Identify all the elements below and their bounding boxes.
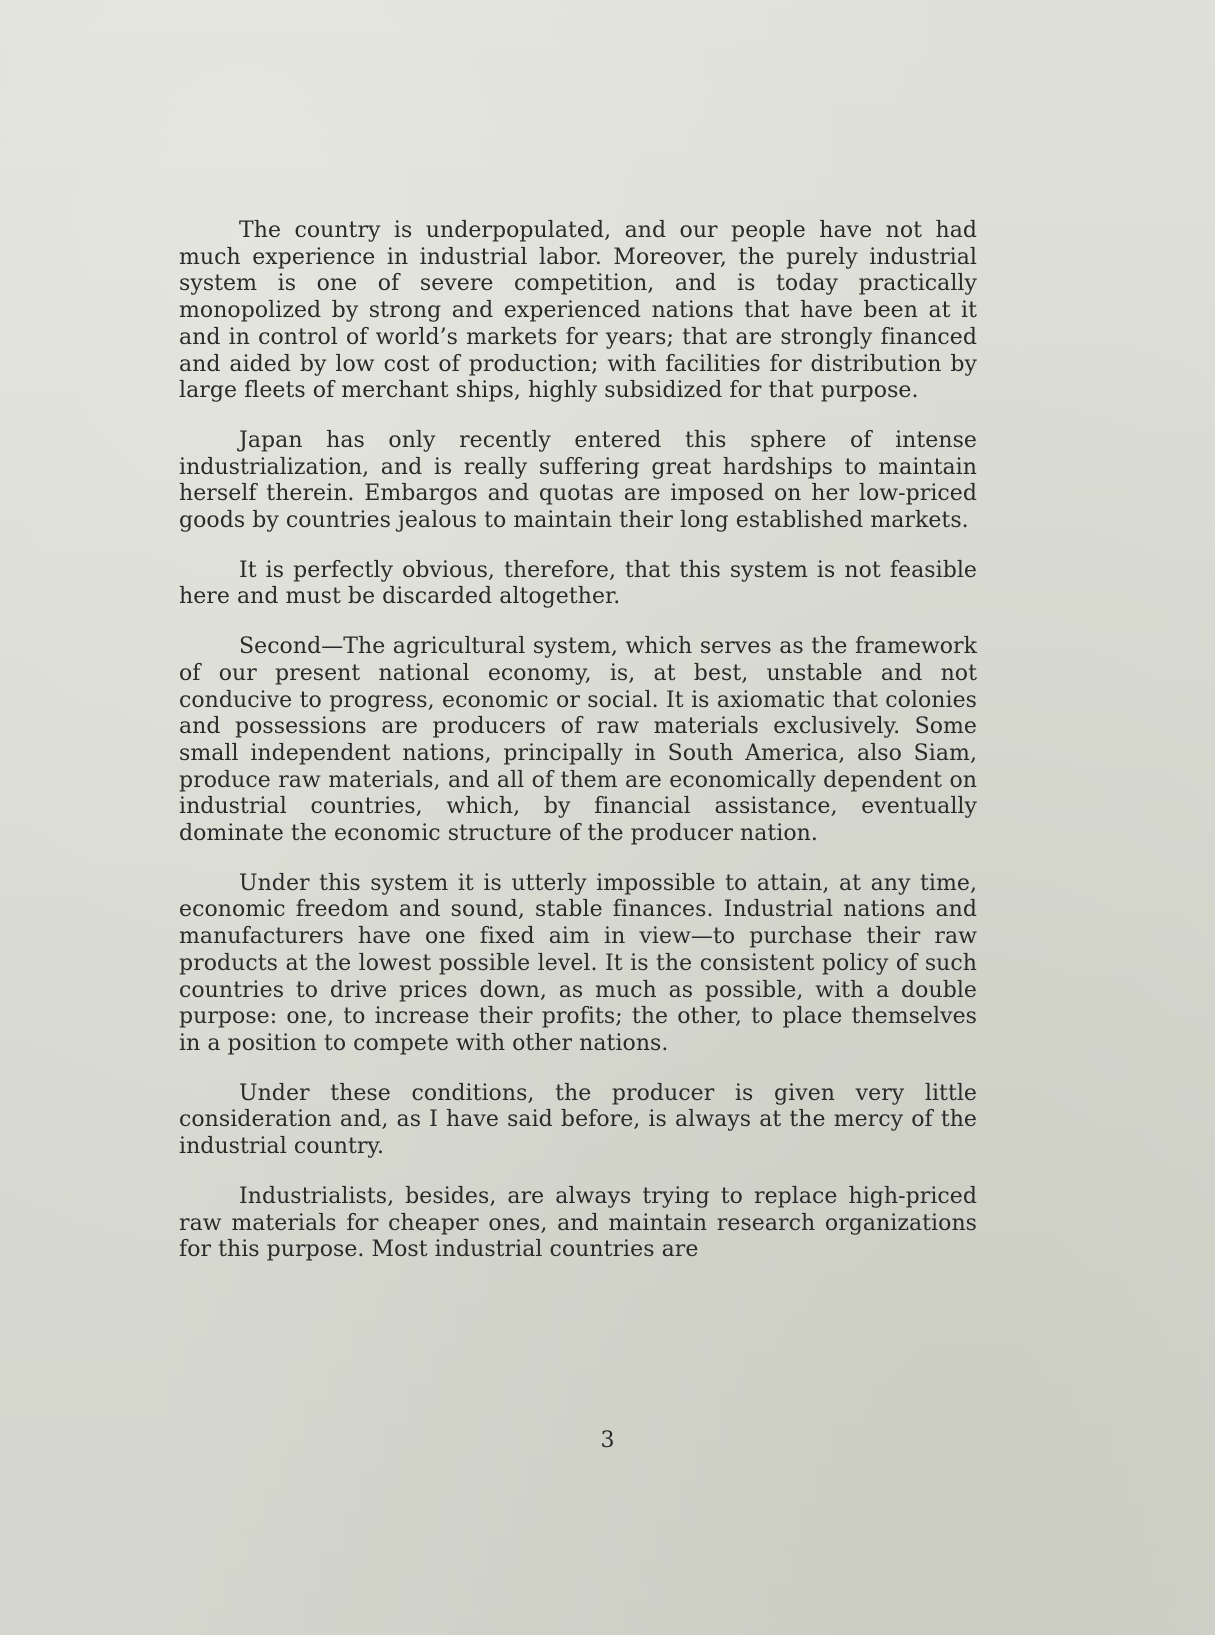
paragraph-5: Under this system it is utterly impossible to attain, at any time, economic freedom and sound, stable finances. Industrial nations and manufacturers have one fixed aim in view—to purchase their raw products at the lowest possible level. It is the consistent policy of such countries to drive prices down, as much as possible, with a double purpose: one, to increase their profits; the other, to place themselves in a position to compete with other nations.: [179, 870, 977, 1056]
page-number: 3: [600, 1428, 615, 1453]
body-text: [179, 218, 977, 1287]
paragraph-2: Japan has only recently entered this sphere of intense industrialization, and is really suffering great hardships to maintain herself therein. Embargos and quotas are imposed on her low-priced goods by countries jealous to maintain their long established markets.: [179, 427, 977, 534]
paragraph-4: Second—The agricultural system, which serves as the framework of our present national economy, is, at best, unstable and not conducive to progress, economic or social. It is axiomatic that colonies and possessions are producers of raw materials exclusively. Some small independent nations, principally in South America, also Siam, produce raw materials, and all of them are economically dependent on industrial countries, which, by financial assistance, eventually dominate the economic structure of the producer nation.: [179, 634, 977, 847]
paragraph-7: Industrialists, besides, are always trying to replace high-priced raw materials for cheaper ones, and maintain research organizations for this purpose. Most industrial countries are: [179, 1183, 977, 1263]
paragraph-3: It is perfectly obvious, therefore, that this system is not feasible here and must be discarded altogether.: [179, 557, 977, 610]
paragraph-6: Under these conditions, the producer is given very little consideration and, as I have said before, is always at the mercy of the industrial country.: [179, 1080, 977, 1160]
paragraph-1: The country is underpopulated, and our people have not had much experience in industrial labor. Moreover, the purely industrial system is one of severe competition, and is today practically monopolized by strong and experienced nations that have been at it and in control of world’s markets for years; that are strongly financed and aided by low cost of production; with facilities for distribution by large fleets of merchant ships, highly subsidized for that purpose.: [179, 218, 977, 404]
